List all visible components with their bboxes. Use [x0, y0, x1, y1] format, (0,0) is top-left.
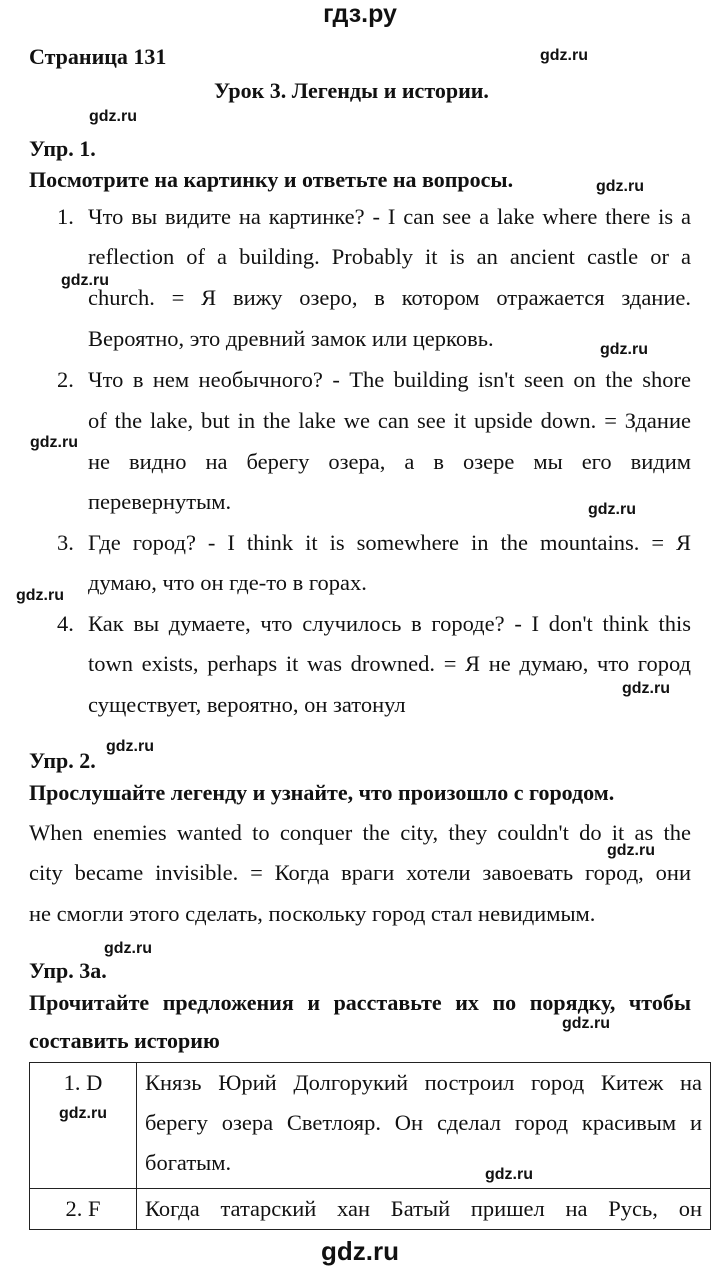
ex1-item4-line: Как вы думаете, что случилось в городе? - I don't think this: [88, 611, 691, 636]
watermark: gdz.ru: [540, 47, 588, 64]
ex1-item-number: 4.: [57, 611, 74, 636]
ex3a-instruction-line: составить историю: [29, 1028, 220, 1053]
watermark: gdz.ru: [61, 272, 109, 289]
answer-text-cell: [137, 1063, 711, 1189]
ex2-label: Упр. 2.: [29, 748, 96, 773]
answer-key-cell: [30, 1189, 137, 1230]
site-header: гдз.ру: [323, 0, 397, 28]
ex1-item2-line: Что в нем необычного? - The building isn't seen on the shore: [88, 367, 691, 392]
ex1-instruction: Посмотрите на картинку и ответьте на вопросы.: [29, 167, 514, 192]
answer-text-line: Князь Юрий Долгорукий построил город Китеж на: [145, 1070, 702, 1095]
watermark: gdz.ru: [104, 940, 152, 957]
watermark: gdz.ru: [622, 680, 670, 697]
ex1-item1-line: church. = Я вижу озеро, в котором отражается здание.: [88, 285, 691, 310]
watermark: gdz.ru: [59, 1105, 107, 1122]
table-row: [30, 1189, 711, 1230]
answer-key: 1. D: [63, 1070, 103, 1095]
answer-text-line: берегу озера Светлояр. Он сделал город красивым и: [145, 1110, 702, 1135]
ex1-item1-line: Что вы видите на картинке? - I can see a lake where there is a: [88, 204, 691, 229]
watermark: gdz.ru: [607, 842, 655, 859]
ex3a-instruction-line: Прочитайте предложения и расставьте их по порядку, чтобы: [29, 990, 691, 1015]
ex2-instruction: Прослушайте легенду и узнайте, что произошло с городом.: [29, 780, 615, 805]
ex1-item2-line: of the lake, but in the lake we can see it upside down. = Здание: [88, 408, 691, 433]
ex1-item2-line: перевернутым.: [88, 489, 232, 514]
answer-text-cell: [137, 1189, 711, 1230]
ex1-label: Упр. 1.: [29, 136, 96, 161]
ex1-item-number: 2.: [57, 367, 74, 392]
ex1-item2-line: не видно на берегу озера, а в озере мы его видим: [88, 449, 691, 474]
watermark: gdz.ru: [600, 341, 648, 358]
answer-table: [29, 1062, 711, 1230]
ex2-line: city became invisible. = Когда враги хотели завоевать город, они: [29, 860, 691, 885]
watermark: gdz.ru: [588, 501, 636, 518]
ex2-line: When enemies wanted to conquer the city, they couldn't do it as the: [29, 820, 691, 845]
footer-watermark: gdz.ru: [321, 1236, 399, 1266]
table-row: [30, 1063, 711, 1189]
ex3a-label: Упр. 3а.: [29, 958, 107, 983]
watermark: gdz.ru: [106, 738, 154, 755]
answer-key: 2. F: [65, 1196, 101, 1221]
watermark: gdz.ru: [596, 178, 644, 195]
watermark: gdz.ru: [16, 587, 64, 604]
watermark: gdz.ru: [89, 108, 137, 125]
ex2-line: не смогли этого сделать, поскольку город стал невидимым.: [29, 901, 596, 926]
ex1-item4-line: существует, вероятно, он затонул: [88, 692, 406, 717]
watermark: gdz.ru: [562, 1015, 610, 1032]
watermark: gdz.ru: [30, 434, 78, 451]
ex1-item3-line: думаю, что он где-то в горах.: [88, 570, 367, 595]
ex1-item1-line: Вероятно, это древний замок или церковь.: [88, 326, 494, 351]
ex1-item4-line: town exists, perhaps it was drowned. = Я не думаю, что город: [88, 651, 691, 676]
page-label: Страница 131: [29, 44, 167, 69]
ex1-item-number: 1.: [57, 204, 74, 229]
answer-text-line: богатым.: [145, 1150, 232, 1175]
ex1-item-number: 3.: [57, 530, 74, 555]
watermark: gdz.ru: [485, 1166, 533, 1183]
answer-key-cell: [30, 1063, 137, 1189]
answer-text-line: Когда татарский хан Батый пришел на Русь, он: [145, 1196, 702, 1221]
ex1-item1-line: reflection of a building. Probably it is an ancient castle or a: [88, 244, 691, 269]
ex1-item3-line: Где город? - I think it is somewhere in the mountains. = Я: [88, 530, 691, 555]
lesson-title: Урок 3. Легенды и истории.: [214, 78, 489, 103]
